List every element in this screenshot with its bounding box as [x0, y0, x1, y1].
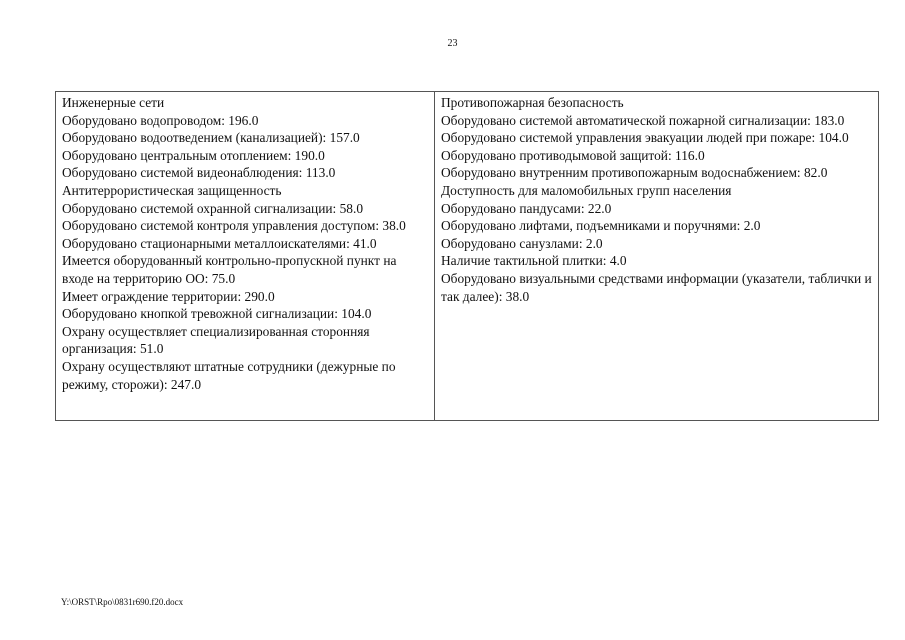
list-item: Оборудовано системой охранной сигнализации: 58.0	[62, 200, 364, 216]
list-item: Оборудовано пандусами: 22.0	[441, 200, 612, 216]
data-table	[55, 91, 879, 421]
list-item: Имеется оборудованный контрольно-пропускной пункт на входе на территорию ОО: 75.0	[62, 253, 397, 286]
list-item: Оборудовано водоотведением (канализацией): 157.0	[62, 130, 360, 146]
list-item: Оборудовано системой видеонаблюдения: 113.0	[62, 165, 336, 181]
list-item: Оборудовано системой автоматической пожарной сигнализации: 183.0	[441, 112, 845, 128]
list-item: Оборудовано кнопкой тревожной сигнализации: 104.0	[62, 306, 372, 322]
list-item: Оборудовано системой контроля управления доступом: 38.0	[62, 218, 406, 234]
list-item: Оборудовано визуальными средствами информации (указатели, таблички и так далее): 38.0	[441, 270, 872, 304]
list-item: Наличие тактильной плитки: 4.0	[441, 253, 627, 269]
section-heading-accessibility: Доступность для маломобильных групп населения	[441, 182, 732, 198]
list-item: Оборудовано водопроводом: 196.0	[62, 112, 259, 128]
list-item: Оборудовано внутренним противопожарным водоснабжением: 82.0	[441, 165, 828, 181]
list-item: Охрану осуществляют штатные сотрудники (дежурные по режиму, сторожи): 247.0	[62, 358, 396, 392]
section-heading-fire-safety: Противопожарная безопасность	[441, 95, 624, 110]
left-column-cell	[56, 92, 435, 421]
table-row	[56, 92, 879, 421]
list-item: Оборудовано противодымовой защитой: 116.0	[441, 147, 705, 163]
section-heading-antiterror: Антитеррористическая защищенность	[62, 182, 282, 198]
footer-file-path: Y:\ORST\Rpo\0831r690.f20.docx	[61, 597, 184, 607]
list-item: Охрану осуществляет специализированная сторонняя организация: 51.0	[62, 323, 370, 357]
list-item: Оборудовано системой управления эвакуации людей при пожаре: 104.0	[441, 130, 849, 146]
list-item: Оборудовано санузлами: 2.0	[441, 235, 603, 251]
list-item: Имеет ограждение территории: 290.0	[62, 288, 275, 304]
page-number: 23	[447, 38, 458, 49]
section-heading-engineering: Инженерные сети	[62, 95, 165, 110]
list-item: Оборудовано центральным отоплением: 190.0	[62, 147, 325, 163]
list-item: Оборудовано стационарными металлоискателями: 41.0	[62, 235, 377, 251]
list-item: Оборудовано лифтами, подъемниками и поручнями: 2.0	[441, 218, 761, 234]
right-column-cell	[435, 92, 879, 421]
